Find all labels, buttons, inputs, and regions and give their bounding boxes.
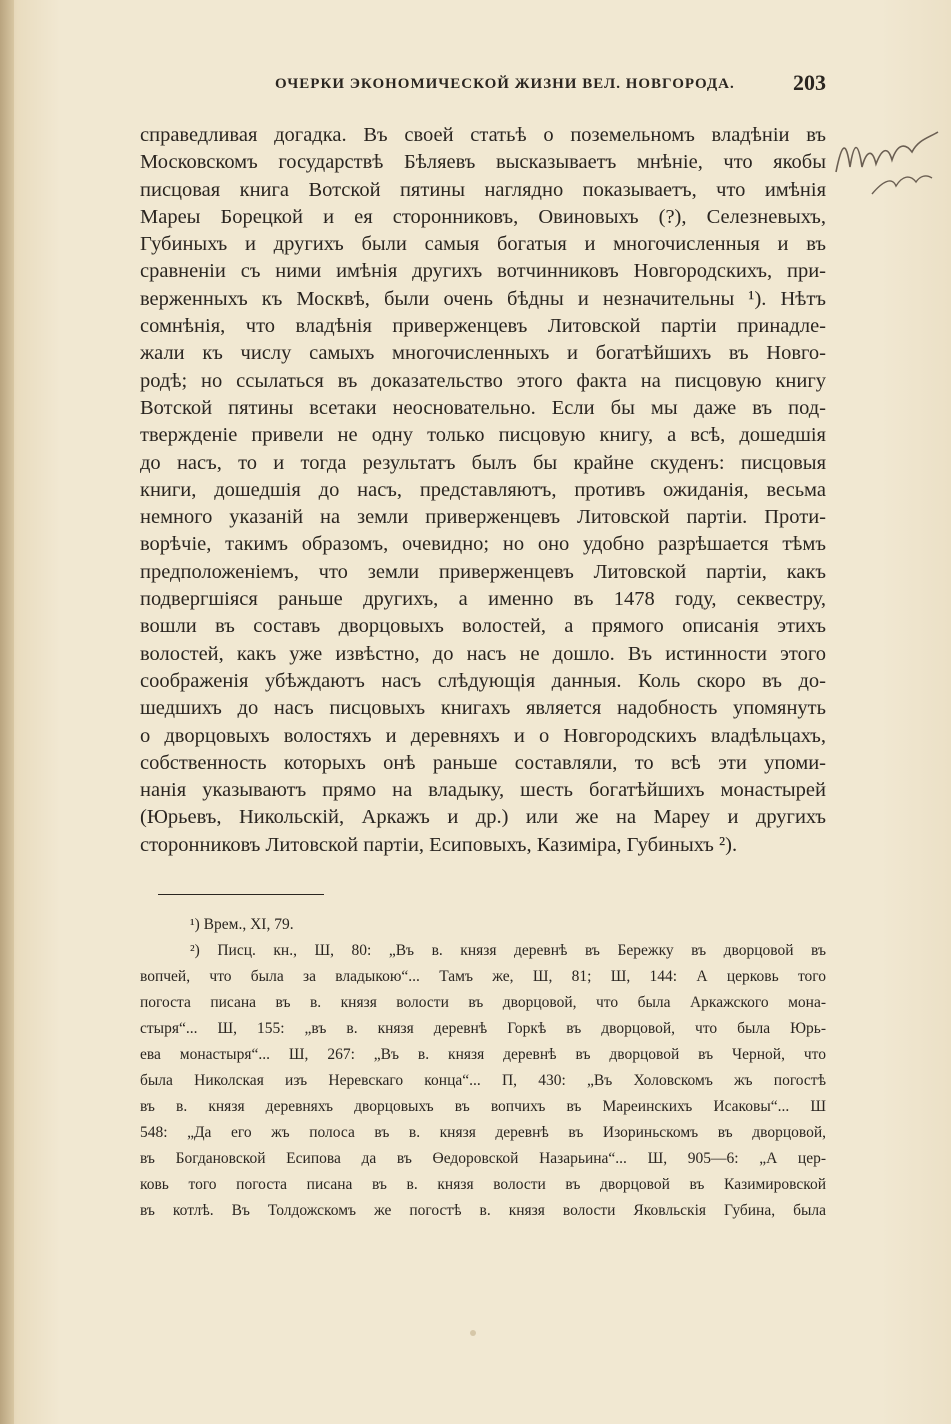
footnotes (140, 912, 826, 1224)
text-line: сторонниковъ Литовской партіи, Есиповыхъ, Казиміра, Губиныхъ ²). (140, 833, 738, 856)
text-line: сравненіи съ ними имѣнія другихъ вотчинниковъ Новгородскихъ, при- (140, 260, 826, 283)
text-line: (Юрьевъ, Никольскій, Аркажъ и др.) или же на Мареу и другихъ (140, 806, 826, 829)
text-line: родѣ; но ссылаться въ доказательство этого факта на писцовую книгу (140, 369, 826, 392)
text-line: сомнѣнія, что владѣнія приверженцевъ Литовской партіи принадле- (140, 315, 826, 338)
text-line: нанія указываютъ прямо на владыку, шесть богатѣйшихъ монастырей (140, 779, 826, 802)
footnote-line: 548: „Да его жъ полоса въ в. князя деревнѣ въ Изориньскомъ въ дворцовой, (140, 1124, 826, 1141)
footnote-line: была Николская изъ Неревскаго конца“... П, 430: „Въ Холовскомъ жъ погостѣ (140, 1072, 826, 1089)
text-line: Губиныхъ и другихъ были самыя богатыя и многочисленныя и въ (140, 233, 826, 256)
footnote-line: вопчей, что была за владыкою“... Тамъ же, Ш, 81; Ш, 144: А церковь того (140, 968, 826, 985)
footnote-line: въ Богдановской Есипова да въ Өедоровской Назарьина“... Ш, 905—6: „А цер- (140, 1150, 826, 1167)
footnote-line: стыря“... Ш, 155: „въ в. князя деревнѣ Горкѣ въ дворцовой, что была Юрь- (140, 1020, 826, 1037)
text-line: подвергшіяся раньше другихъ, а именно въ 1478 году, секвестру, (140, 588, 826, 611)
text-line: писцовая книга Вотской пятины наглядно показываетъ, что имѣнія (140, 178, 826, 201)
text-line: вошли въ составъ дворцовыхъ волостей, а прямого описанія этихъ (140, 615, 826, 638)
page-number: 203 (793, 70, 826, 95)
text-line: соображенія убѣждаютъ насъ слѣдующія данныя. Коль скоро въ до- (140, 669, 826, 692)
text-line: предположеніемъ, что земли приверженцевъ Литовской партіи, какъ (140, 560, 826, 583)
main-text (140, 122, 826, 859)
text-line: шедшихъ до насъ писцовыхъ книгахъ является надобность упомянуть (140, 697, 826, 720)
text-line: справедливая догадка. Въ своей статьѣ о поземельномъ владѣніи въ (140, 124, 826, 146)
text-line: волостей, какъ уже извѣстно, до насъ не дошло. Въ истинности этого (140, 642, 826, 665)
text-line: немного указаній на земли приверженцевъ Литовской партіи. Проти- (140, 506, 826, 529)
text-line: Вотской пятины всетаки неосновательно. Если бы мы даже въ под- (140, 396, 826, 419)
footnote-line: въ котлѣ. Въ Толдожскомъ же погостѣ в. князя волости Яковльскія Губина, была (140, 1202, 826, 1219)
text-line: собственность которыхъ онѣ раньше составляли, то всѣ эти упоми- (140, 751, 826, 774)
running-title: ОЧЕРКИ ЭКОНОМИЧЕСКОЙ ЖИЗНИ ВЕЛ. НОВГОРОДА. (275, 76, 735, 92)
text-line: ворѣчіе, такимъ образомъ, очевидно; но оно удобно разрѣшается тѣмъ (140, 533, 826, 556)
text-line: о дворцовыхъ волостяхъ и деревняхъ и о Новгородскихъ владѣльцахъ, (140, 724, 826, 747)
page-spine-shadow (0, 0, 14, 1424)
footnote-line: ева монастыря“... Ш, 267: „Въ в. князя деревнѣ въ дворцовой въ Черной, что (140, 1046, 826, 1063)
text-line: книги, дошедшія до насъ, представляютъ, противъ ожиданія, весьма (140, 478, 826, 501)
footnote-line: ²) Писц. кн., Ш, 80: „Въ в. князя деревнѣ въ Бережку въ дворцовой въ (190, 942, 826, 959)
text-line: жали къ числу самыхъ многочисленныхъ и богатѣйшихъ въ Новго- (140, 342, 826, 365)
text-line: Мареы Борецкой и ея сторонниковъ, Овиновыхъ (?), Селезневыхъ, (140, 205, 826, 228)
footnote-line: въ в. князя деревняхъ дворцовыхъ въ вопчихъ въ Мареинскихъ Исаковы“... Ш (140, 1098, 826, 1115)
paper-spot (470, 1330, 476, 1336)
page-header (140, 70, 830, 100)
text-line: Московскомъ государствѣ Бѣляевъ высказываетъ мнѣніе, что якобы (140, 151, 826, 174)
footnote-line: погоста писана въ в. князя волости въ дворцовой, что была Аркажского мона- (140, 994, 826, 1011)
footnote-line: ¹) Врем., XI, 79. (190, 916, 294, 933)
text-line: до насъ, то и тогда результатъ былъ бы крайне скуденъ: писцовыя (140, 451, 826, 474)
footnote-line: ковь того погоста писана въ в. князя волости въ дворцовой въ Казимировской (140, 1176, 826, 1193)
footnote-separator (158, 894, 324, 895)
text-line: твержденіе привели не одну только писцовую книгу, а всѣ, дошедшія (140, 424, 826, 447)
margin-handwriting-scribble (832, 112, 942, 202)
text-line: верженныхъ къ Москвѣ, были очень бѣдны и незначительны ¹). Нѣтъ (140, 287, 826, 310)
